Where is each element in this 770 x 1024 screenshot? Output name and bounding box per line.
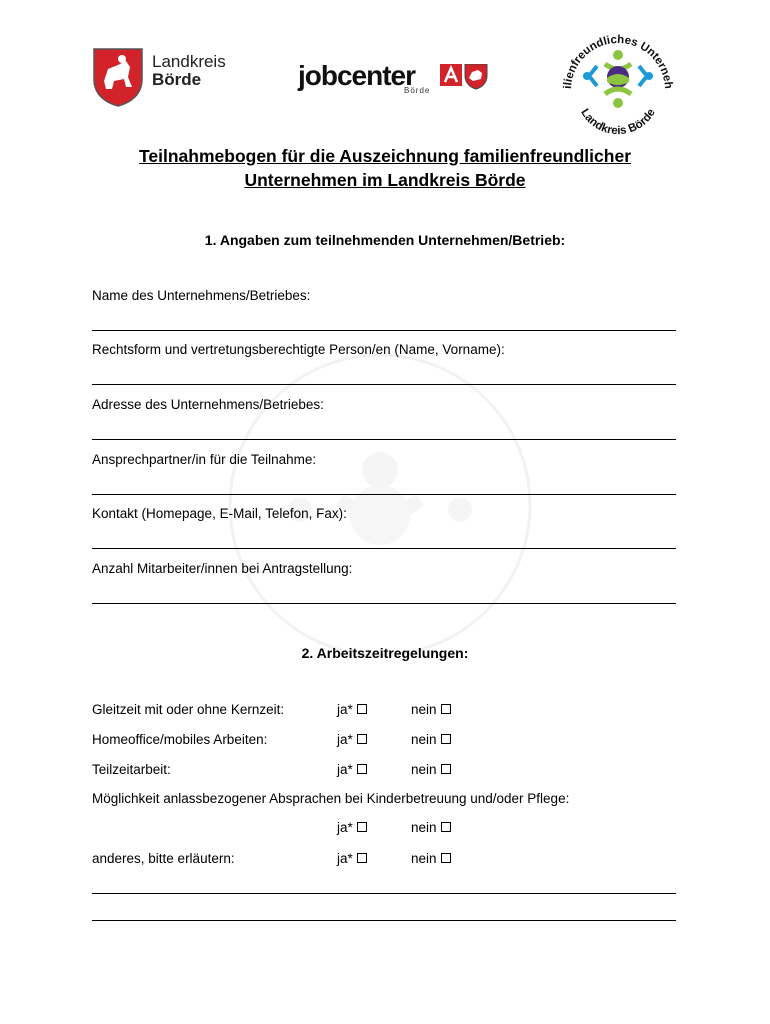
option-no-parttime[interactable]: nein <box>411 762 451 777</box>
option-label-other: anderes, bitte erläutern: <box>92 851 235 866</box>
field-line-legal-form[interactable] <box>92 384 676 385</box>
document-title <box>60 144 710 192</box>
jobcenter-subtitle: Börde <box>404 86 431 95</box>
option-no-homeoffice[interactable]: nein <box>411 732 451 747</box>
checkbox-no-other[interactable] <box>441 853 451 863</box>
checkbox-no-parttime[interactable] <box>441 764 451 774</box>
family-friendly-emblem-icon <box>553 20 683 150</box>
field-line-employee-count[interactable] <box>92 603 676 604</box>
checkbox-yes-flextime[interactable] <box>357 704 367 714</box>
checkbox-no-care-arrangements[interactable] <box>441 822 451 832</box>
field-line-contact[interactable] <box>92 548 676 549</box>
field-line-company-name[interactable] <box>92 330 676 331</box>
landkreis-line1: Landkreis <box>152 52 226 71</box>
checkbox-yes-other[interactable] <box>357 853 367 863</box>
option-yes-parttime[interactable]: ja* <box>337 762 367 777</box>
field-label-address: Adresse des Unternehmens/Betriebes: <box>92 397 324 412</box>
option-yes-care-arrangements[interactable]: ja* <box>337 820 367 835</box>
title-line2: Unternehmen im Landkreis Börde <box>244 170 526 190</box>
field-line-address[interactable] <box>92 439 676 440</box>
checkbox-no-flextime[interactable] <box>441 704 451 714</box>
landkreis-boerde-logo <box>92 47 252 107</box>
svg-text:Landkreis Börde <box>578 107 658 137</box>
landkreis-line2: Börde <box>152 70 202 89</box>
checkbox-yes-care-arrangements[interactable] <box>357 822 367 832</box>
jobcenter-logo <box>298 60 498 100</box>
field-line-other-1[interactable] <box>92 893 676 894</box>
field-label-legal-form: Rechtsform und vertretungsberechtigte Person/en (Name, Vorname): <box>92 342 505 357</box>
option-yes-other[interactable]: ja* <box>337 851 367 866</box>
field-label-employee-count: Anzahl Mitarbeiter/innen bei Antragstellung: <box>92 561 353 576</box>
option-label-homeoffice: Homeoffice/mobiles Arbeiten: <box>92 732 268 747</box>
option-no-care-arrangements[interactable]: nein <box>411 820 451 835</box>
field-label-contact: Kontakt (Homepage, E-Mail, Telefon, Fax): <box>92 506 347 521</box>
field-line-contact-person[interactable] <box>92 494 676 495</box>
family-logo-bottom-text: Landkreis Börde <box>578 106 658 138</box>
option-label-care-arrangements: Möglichkeit anlassbezogener Absprachen bei Kinderbetreuung und/oder Pflege: <box>92 791 570 806</box>
family-logo-top-text: ilienfreundliches Unterneh <box>561 33 675 90</box>
section1-heading: 1. Angaben zum teilnehmenden Unternehmen/Betrieb: <box>204 232 566 248</box>
field-line-other-2[interactable] <box>92 920 676 921</box>
option-no-flextime[interactable]: nein <box>411 702 451 717</box>
jobcenter-wordmark: jobcenter <box>298 60 416 91</box>
option-label-flextime: Gleitzeit mit oder ohne Kernzeit: <box>92 702 285 717</box>
option-label-parttime: Teilzeitarbeit: <box>92 762 171 777</box>
section2-heading: 2. Arbeitszeitregelungen: <box>301 645 469 661</box>
family-friendly-logo <box>553 20 683 150</box>
field-label-contact-person: Ansprechpartner/in für die Teilnahme: <box>92 452 317 467</box>
watermark-emblem-icon <box>180 340 580 670</box>
agentur-arbeit-icon <box>440 64 488 90</box>
field-label-company-name: Name des Unternehmens/Betriebes: <box>92 288 311 303</box>
checkbox-yes-parttime[interactable] <box>357 764 367 774</box>
checkbox-no-homeoffice[interactable] <box>441 734 451 744</box>
option-yes-homeoffice[interactable]: ja* <box>337 732 367 747</box>
option-yes-flextime[interactable]: ja* <box>337 702 367 717</box>
title-line1: Teilnahmebogen für die Auszeichnung familienfreundlicher <box>139 146 631 166</box>
option-no-other[interactable]: nein <box>411 851 451 866</box>
checkbox-yes-homeoffice[interactable] <box>357 734 367 744</box>
coat-of-arms-icon <box>92 47 144 107</box>
